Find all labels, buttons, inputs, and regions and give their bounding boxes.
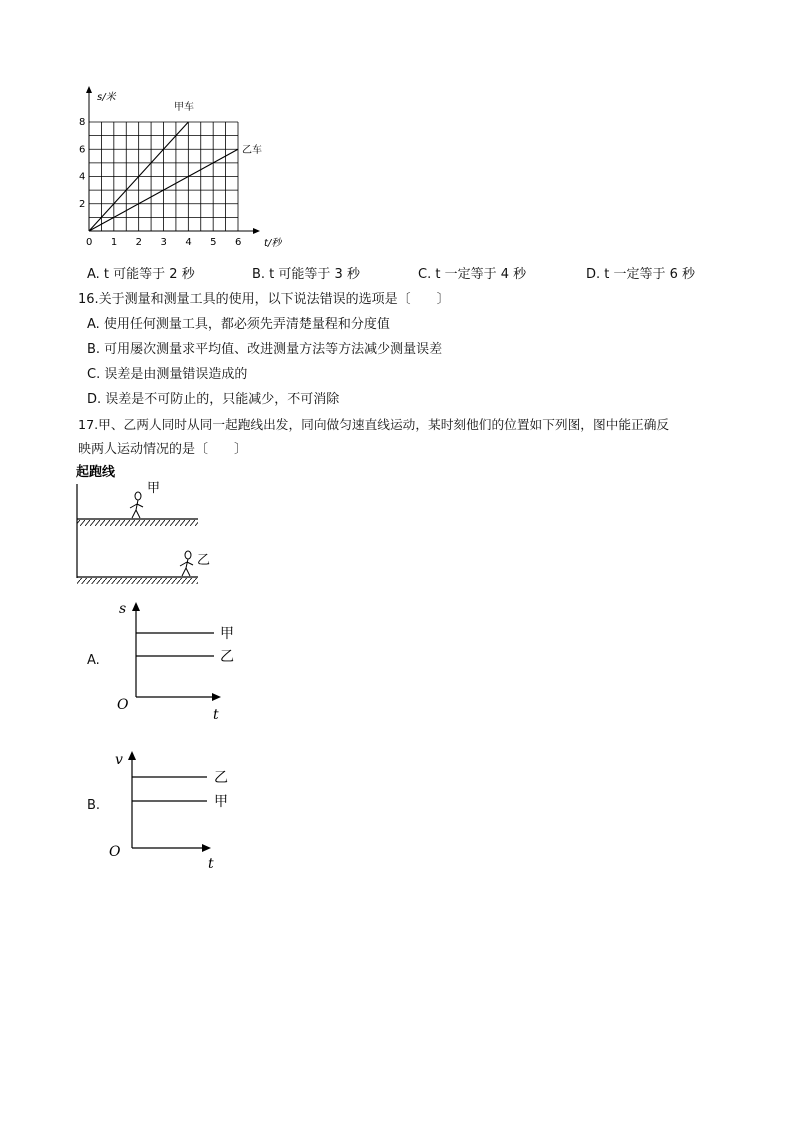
runner-jia-label: 甲 bbox=[147, 481, 161, 496]
x-axis-label: t bbox=[213, 707, 219, 723]
line-jia-label: 甲 bbox=[220, 626, 234, 642]
y-axis-label: s bbox=[119, 601, 127, 617]
line-jia-label: 甲 bbox=[214, 794, 228, 810]
q17-option-b-label[interactable]: B. bbox=[87, 798, 101, 813]
x-tick-label: 4 bbox=[185, 237, 192, 248]
x-tick-label: 6 bbox=[235, 237, 242, 248]
q17-stem-line2: 映两人运动情况的是〔 〕 bbox=[78, 442, 248, 457]
q17-option-b-graph[interactable] bbox=[104, 744, 244, 872]
start-line-label: 起跑线 bbox=[76, 465, 116, 480]
q15-option-c[interactable]: C. t 一定等于 4 秒 bbox=[418, 267, 527, 282]
y-tick-label: 2 bbox=[79, 198, 86, 210]
y-axis-arrow bbox=[86, 86, 92, 93]
line-label-yi: 乙车 bbox=[242, 145, 262, 156]
x-tick-label: 2 bbox=[135, 237, 143, 248]
q17-race-scene bbox=[70, 460, 240, 590]
x-axis-label: t bbox=[208, 856, 214, 872]
q16-stem: 16.关于测量和测量工具的使用，以下说法错误的选项是〔 〕 bbox=[78, 292, 450, 307]
x-axis-arrow bbox=[253, 228, 260, 234]
line-yi-label: 乙 bbox=[220, 649, 234, 665]
y-axis-label: v bbox=[115, 752, 123, 768]
runner-jia-icon bbox=[130, 492, 143, 518]
q17-stem-line1: 17.甲、乙两人同时从同一起跑线出发，同向做匀速直线运动，某时刻他们的位置如下列图，图中能正确反 bbox=[78, 417, 670, 432]
origin-label: O bbox=[117, 697, 129, 713]
runner-yi-label: 乙 bbox=[197, 553, 211, 568]
y-axis-label: s/米 bbox=[97, 92, 116, 103]
q17-option-a-label[interactable]: A. bbox=[87, 653, 100, 668]
q15-option-b[interactable]: B. t 可能等于 3 秒 bbox=[252, 267, 360, 282]
q17-option-a-graph[interactable] bbox=[108, 597, 248, 725]
lower-track-hatch bbox=[77, 578, 198, 584]
y-tick-label: 4 bbox=[79, 171, 86, 183]
x-axis-arrow bbox=[202, 844, 211, 852]
q16-option-d[interactable]: D. 误差是不可防止的，只能减少，不可消除 bbox=[87, 392, 340, 407]
q16-option-c[interactable]: C. 误差是由测量错误造成的 bbox=[87, 367, 248, 382]
q15-st-graph bbox=[70, 80, 290, 255]
x-axis-arrow bbox=[212, 693, 221, 701]
line-label-jia: 甲车 bbox=[174, 102, 194, 113]
x-axis-label: t/秒 bbox=[264, 238, 282, 249]
y-axis-arrow bbox=[128, 751, 136, 760]
q16-option-a[interactable]: A. 使用任何测量工具，都必须先弄清楚量程和分度值 bbox=[87, 317, 390, 332]
y-tick-label: 6 bbox=[79, 144, 86, 156]
x-tick-label: 1 bbox=[110, 237, 118, 248]
origin-label: O bbox=[109, 844, 121, 860]
q16-option-b[interactable]: B. 可用屡次测量求平均值、改进测量方法等方法减少测量误差 bbox=[87, 342, 443, 357]
q15-option-d[interactable]: D. t 一定等于 6 秒 bbox=[586, 267, 696, 282]
q15-option-a[interactable]: A. t 可能等于 2 秒 bbox=[87, 267, 195, 282]
y-tick-label: 8 bbox=[79, 117, 86, 128]
runner-yi-icon bbox=[180, 551, 193, 576]
x-tick-label: 5 bbox=[210, 237, 217, 248]
graph-grid bbox=[89, 122, 238, 231]
x-tick-label: 0 bbox=[86, 237, 93, 248]
x-tick-label: 3 bbox=[160, 237, 167, 248]
line-yi-label: 乙 bbox=[214, 770, 228, 786]
upper-track-hatch bbox=[77, 520, 198, 526]
y-axis-arrow bbox=[132, 602, 140, 611]
